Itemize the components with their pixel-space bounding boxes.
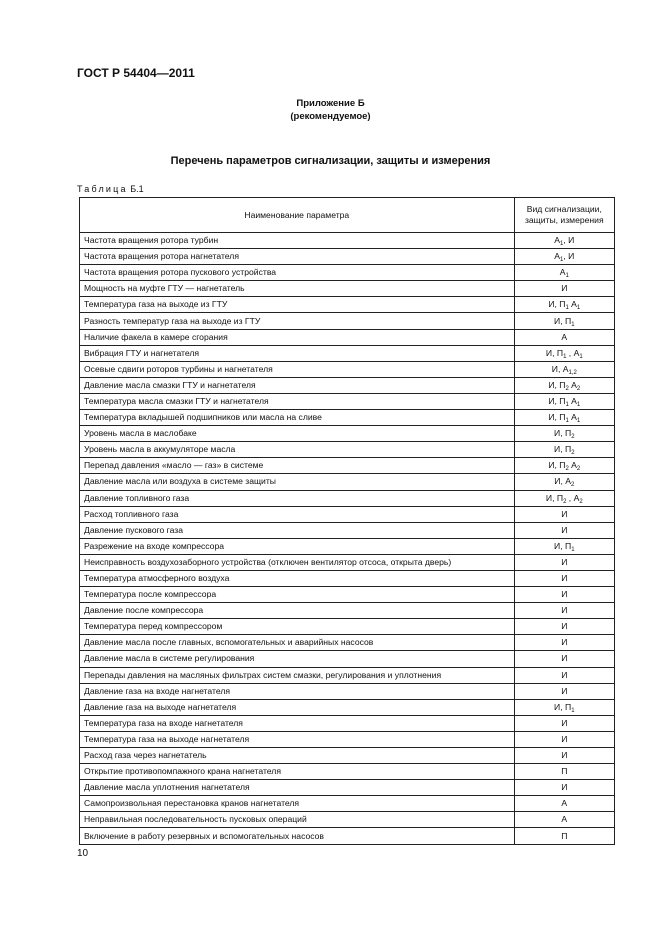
signal-type-cell: И, $П_2$ [514,426,614,442]
parameter-name-cell: Частота вращения ротора турбин [80,233,515,249]
table-row [80,265,615,281]
parameter-name-cell: Перепады давления на масляных фильтрах систем смазки, регулирования и уплотнения [80,667,515,683]
signal-type-cell: И [514,748,614,764]
signal-type-cell: И, $П_1$ [514,538,614,554]
parameter-name-cell: Давление пускового газа [80,522,515,538]
signal-type-cell: $А_1$, И [514,233,614,249]
table-row [80,442,615,458]
table-row [80,426,615,442]
table-row [80,233,615,249]
parameter-name-cell: Уровень масла в маслобаке [80,426,515,442]
parameter-name-cell: Вибрация ГТУ и нагнетателя [80,345,515,361]
signal-type-cell: И [514,731,614,747]
parameter-name-cell: Мощность на муфте ГТУ — нагнетатель [80,281,515,297]
table-row [80,587,615,603]
parameter-name-cell: Разность температур газа на выходе из ГТУ [80,313,515,329]
table-row [80,361,615,377]
parameter-name-cell: Температура перед компрессором [80,619,515,635]
table-row [80,570,615,586]
table-row [80,731,615,747]
parameter-name-cell: Температура после компрессора [80,587,515,603]
signal-type-cell: И [514,522,614,538]
table-row [80,506,615,522]
parameter-name-cell: Температура вкладышей подшипников или масла на сливе [80,410,515,426]
table-row [80,796,615,812]
header-signal-type-line2: защиты, измерения [524,215,604,225]
table-row [80,683,615,699]
parameter-name-cell: Частота вращения ротора нагнетателя [80,249,515,265]
parameter-name-cell: Расход топливного газа [80,506,515,522]
parameter-name-cell: Открытие противопомпажного крана нагнетателя [80,764,515,780]
signal-type-cell: И [514,554,614,570]
parameter-name-cell: Давление газа на входе нагнетателя [80,683,515,699]
table-row [80,345,615,361]
parameter-name-cell: Температура атмосферного воздуха [80,570,515,586]
signal-type-cell: А [514,812,614,828]
parameter-name-cell: Уровень масла в аккумуляторе масла [80,442,515,458]
appendix-title: Приложение Б [296,98,365,109]
table-row [80,297,615,313]
parameter-name-cell: Давление масла после главных, вспомогательных и аварийных насосов [80,635,515,651]
table-row [80,764,615,780]
signal-type-cell: А [514,329,614,345]
parameter-name-cell: Разрежение на входе компрессора [80,538,515,554]
table-row [80,249,615,265]
table-body [80,233,615,845]
parameter-name-cell: Давление газа на выходе нагнетателя [80,699,515,715]
table-row [80,281,615,297]
parameter-name-cell: Давление после компрессора [80,603,515,619]
signal-type-cell: П [514,828,614,844]
table-row [80,715,615,731]
table-row [80,313,615,329]
signal-type-cell: И, $П_1$ [514,699,614,715]
signal-type-cell: И [514,603,614,619]
parameter-name-cell: Давление масла смазки ГТУ и нагнетателя [80,377,515,393]
table-caption-label: Таблица [77,184,128,194]
signal-type-cell: И, $П_1$ $А_1$ [514,297,614,313]
signal-type-cell: И [514,619,614,635]
parameter-name-cell: Температура газа на входе нагнетателя [80,715,515,731]
table-header-row [80,198,615,233]
table-row [80,748,615,764]
signal-type-cell: И [514,683,614,699]
table-row [80,538,615,554]
page-number: 10 [77,848,89,859]
table-row [80,635,615,651]
signal-type-cell: И, $П_2$ $А_2$ [514,458,614,474]
signal-type-cell: И, $П_2$ , $А_2$ [514,490,614,506]
signal-type-cell: И [514,506,614,522]
parameter-name-cell: Частота вращения ротора пускового устройства [80,265,515,281]
signal-type-cell: А [514,796,614,812]
list-title: Перечень параметров сигнализации, защиты и измерения [170,155,491,167]
table-row [80,393,615,409]
table-row [80,554,615,570]
signal-type-cell: И, $П_2$ [514,442,614,458]
parameter-name-cell: Наличие факела в камере сгорания [80,329,515,345]
parameter-name-cell: Неисправность воздухозаборного устройства (отключен вентилятор отсоса, открыта дверь) [80,554,515,570]
table-row [80,458,615,474]
signal-type-cell: И [514,281,614,297]
parameter-name-cell: Давление масла или воздуха в системе защиты [80,474,515,490]
signal-type-cell: И [514,715,614,731]
parameter-name-cell: Давление масла в системе регулирования [80,651,515,667]
parameter-name-cell: Температура масла смазки ГТУ и нагнетателя [80,393,515,409]
table-caption [77,184,144,194]
signal-type-cell: $А_1$, И [514,249,614,265]
signal-type-cell: И, $А_{1,2}$ [514,361,614,377]
signal-type-cell: $А_1$ [514,265,614,281]
signal-type-cell: И [514,587,614,603]
parameter-name-cell: Давление топливного газа [80,490,515,506]
parameter-name-cell: Осевые сдвиги роторов турбины и нагнетателя [80,361,515,377]
signal-type-cell: П [514,764,614,780]
signal-type-cell: И, $П_2$ $А_2$ [514,377,614,393]
table-row [80,377,615,393]
document-code: ГОСТ Р 54404—2011 [77,66,195,80]
table-row [80,474,615,490]
table-row [80,490,615,506]
signal-type-cell: И, $П_1$ $А_1$ [514,393,614,409]
table-row [80,780,615,796]
header-parameter-name: Наименование параметра [80,198,515,233]
table-row [80,651,615,667]
table-row [80,603,615,619]
header-signal-type-line1: Вид сигнализации, [526,204,602,214]
parameter-name-cell: Температура газа на выходе нагнетателя [80,731,515,747]
signal-type-cell: И [514,570,614,586]
table-row [80,812,615,828]
table-row [80,699,615,715]
signal-type-cell: И [514,651,614,667]
table-row [80,828,615,844]
table-row [80,619,615,635]
parameters-table [79,197,615,845]
parameter-name-cell: Включение в работу резервных и вспомогательных насосов [80,828,515,844]
parameter-name-cell: Неправильная последовательность пусковых операций [80,812,515,828]
signal-type-cell: И, $П_1$ [514,313,614,329]
table-row [80,522,615,538]
signal-type-cell: И, $А_2$ [514,474,614,490]
parameter-name-cell: Расход газа через нагнетатель [80,748,515,764]
table-row [80,410,615,426]
parameter-name-cell: Самопроизвольная перестановка кранов нагнетателя [80,796,515,812]
signal-type-cell: И [514,667,614,683]
table-row [80,329,615,345]
table-caption-number: Б.1 [130,184,144,194]
parameter-name-cell: Перепад давления «масло — газ» в системе [80,458,515,474]
table-row [80,667,615,683]
parameter-name-cell: Давление масла уплотнения нагнетателя [80,780,515,796]
parameter-name-cell: Температура газа на выходе из ГТУ [80,297,515,313]
signal-type-cell: И, $П_1$ , $А_1$ [514,345,614,361]
signal-type-cell: И [514,635,614,651]
appendix-status: (рекомендуемое) [290,111,371,122]
signal-type-cell: И [514,780,614,796]
signal-type-cell: И, $П_1$ $А_1$ [514,410,614,426]
header-signal-type [514,198,614,233]
